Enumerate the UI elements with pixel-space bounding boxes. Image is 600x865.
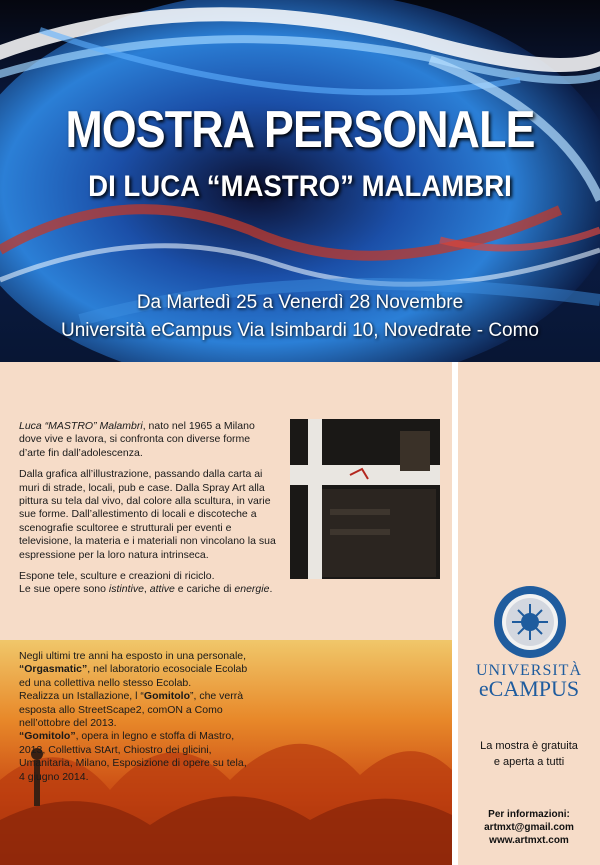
exhibition-venue: Università eCampus Via Isimbardi 10, Novedrate - Como bbox=[60, 320, 539, 341]
artist-bio: Luca “MASTRO” Malambri, nato nel 1965 a Milano dove vive e lavora, si confronta con diverse forme d’arte fin dall’adolescenza. Dalla grafica all’illustrazione, passando dalla carta ai muri di strade, locali, pub e case. Dalla Spray Art alla pittura su tela dal vivo, dal colore alla scultura, in varie sue forme. Dall’allestimento di locali e discoteche a scenografie scultoree e strutturali per eventi e televisione, la materia e i materiali non vincolano la sua espressione per la loro natura intrinseca. Espone tele, sculture e creazioni di riciclo. Le sue opere sono istintive, attive e cariche di energie. bbox=[19, 420, 279, 605]
university-seal-icon bbox=[492, 584, 568, 660]
logo-ecampus: eCAMPUS bbox=[478, 676, 580, 701]
free-entry-note: La mostra è gratuita e aperta a tutti bbox=[480, 740, 578, 768]
exhibition-history: Negli ultimi tre anni ha esposto in una personale, “Orgasmatic”, nel laboratorio ecosociale Ecolab ed una collettiva nello stesso Ecolab. Realizza un Istallazione, l “Gomitolo”, che verrà esposta allo StreetScape2, comON a Como nell’ottobre del 2013. “Gomitolo”, opera in legno e stoffa di Mastro, 2013, Collettiva StArt, Chiostro dei glicini, Umanitaria, Milano, Esposizione di opere su tela, 4 giugno 2014. bbox=[19, 650, 248, 783]
sidebar bbox=[458, 362, 600, 865]
exhibition-dates: Da Martedì 25 a Venerdì 28 Novembre bbox=[136, 292, 464, 313]
logo-universita: UNIVERSITÀ bbox=[476, 662, 582, 679]
hero-banner bbox=[0, 0, 600, 362]
artist-name: Luca “MASTRO” Malambri bbox=[19, 420, 143, 432]
bio-paragraph: Espone tele, sculture e creazioni di riciclo. bbox=[19, 570, 215, 583]
contact-website[interactable]: www.artmxt.com bbox=[489, 835, 569, 846]
main-content bbox=[0, 362, 452, 865]
contact-info bbox=[458, 808, 600, 847]
bio-paragraph: Dalla grafica all’illustrazione, passando dalla carta ai muri di strade, locali, pub e case. Dalla Spray Art alla pittura su tela dal vivo, dal colore alla scultura, in varie sue forme. Dall’allestimento di locali e discoteche a scenografie scultoree e strutturali per eventi e televisione, la materia e i materiali non vincolano la sua espressione per la loro natura intrinseca. bbox=[19, 468, 276, 561]
exhibition-title: MOSTRA PERSONALE bbox=[65, 101, 535, 159]
artist-subtitle: DI LUCA “MASTRO” MALAMBRI bbox=[88, 170, 512, 203]
info-label: Per informazioni: bbox=[488, 809, 570, 820]
contact-email[interactable]: artmxt@gmail.com bbox=[484, 822, 574, 833]
artwork-window-painting bbox=[290, 419, 440, 579]
